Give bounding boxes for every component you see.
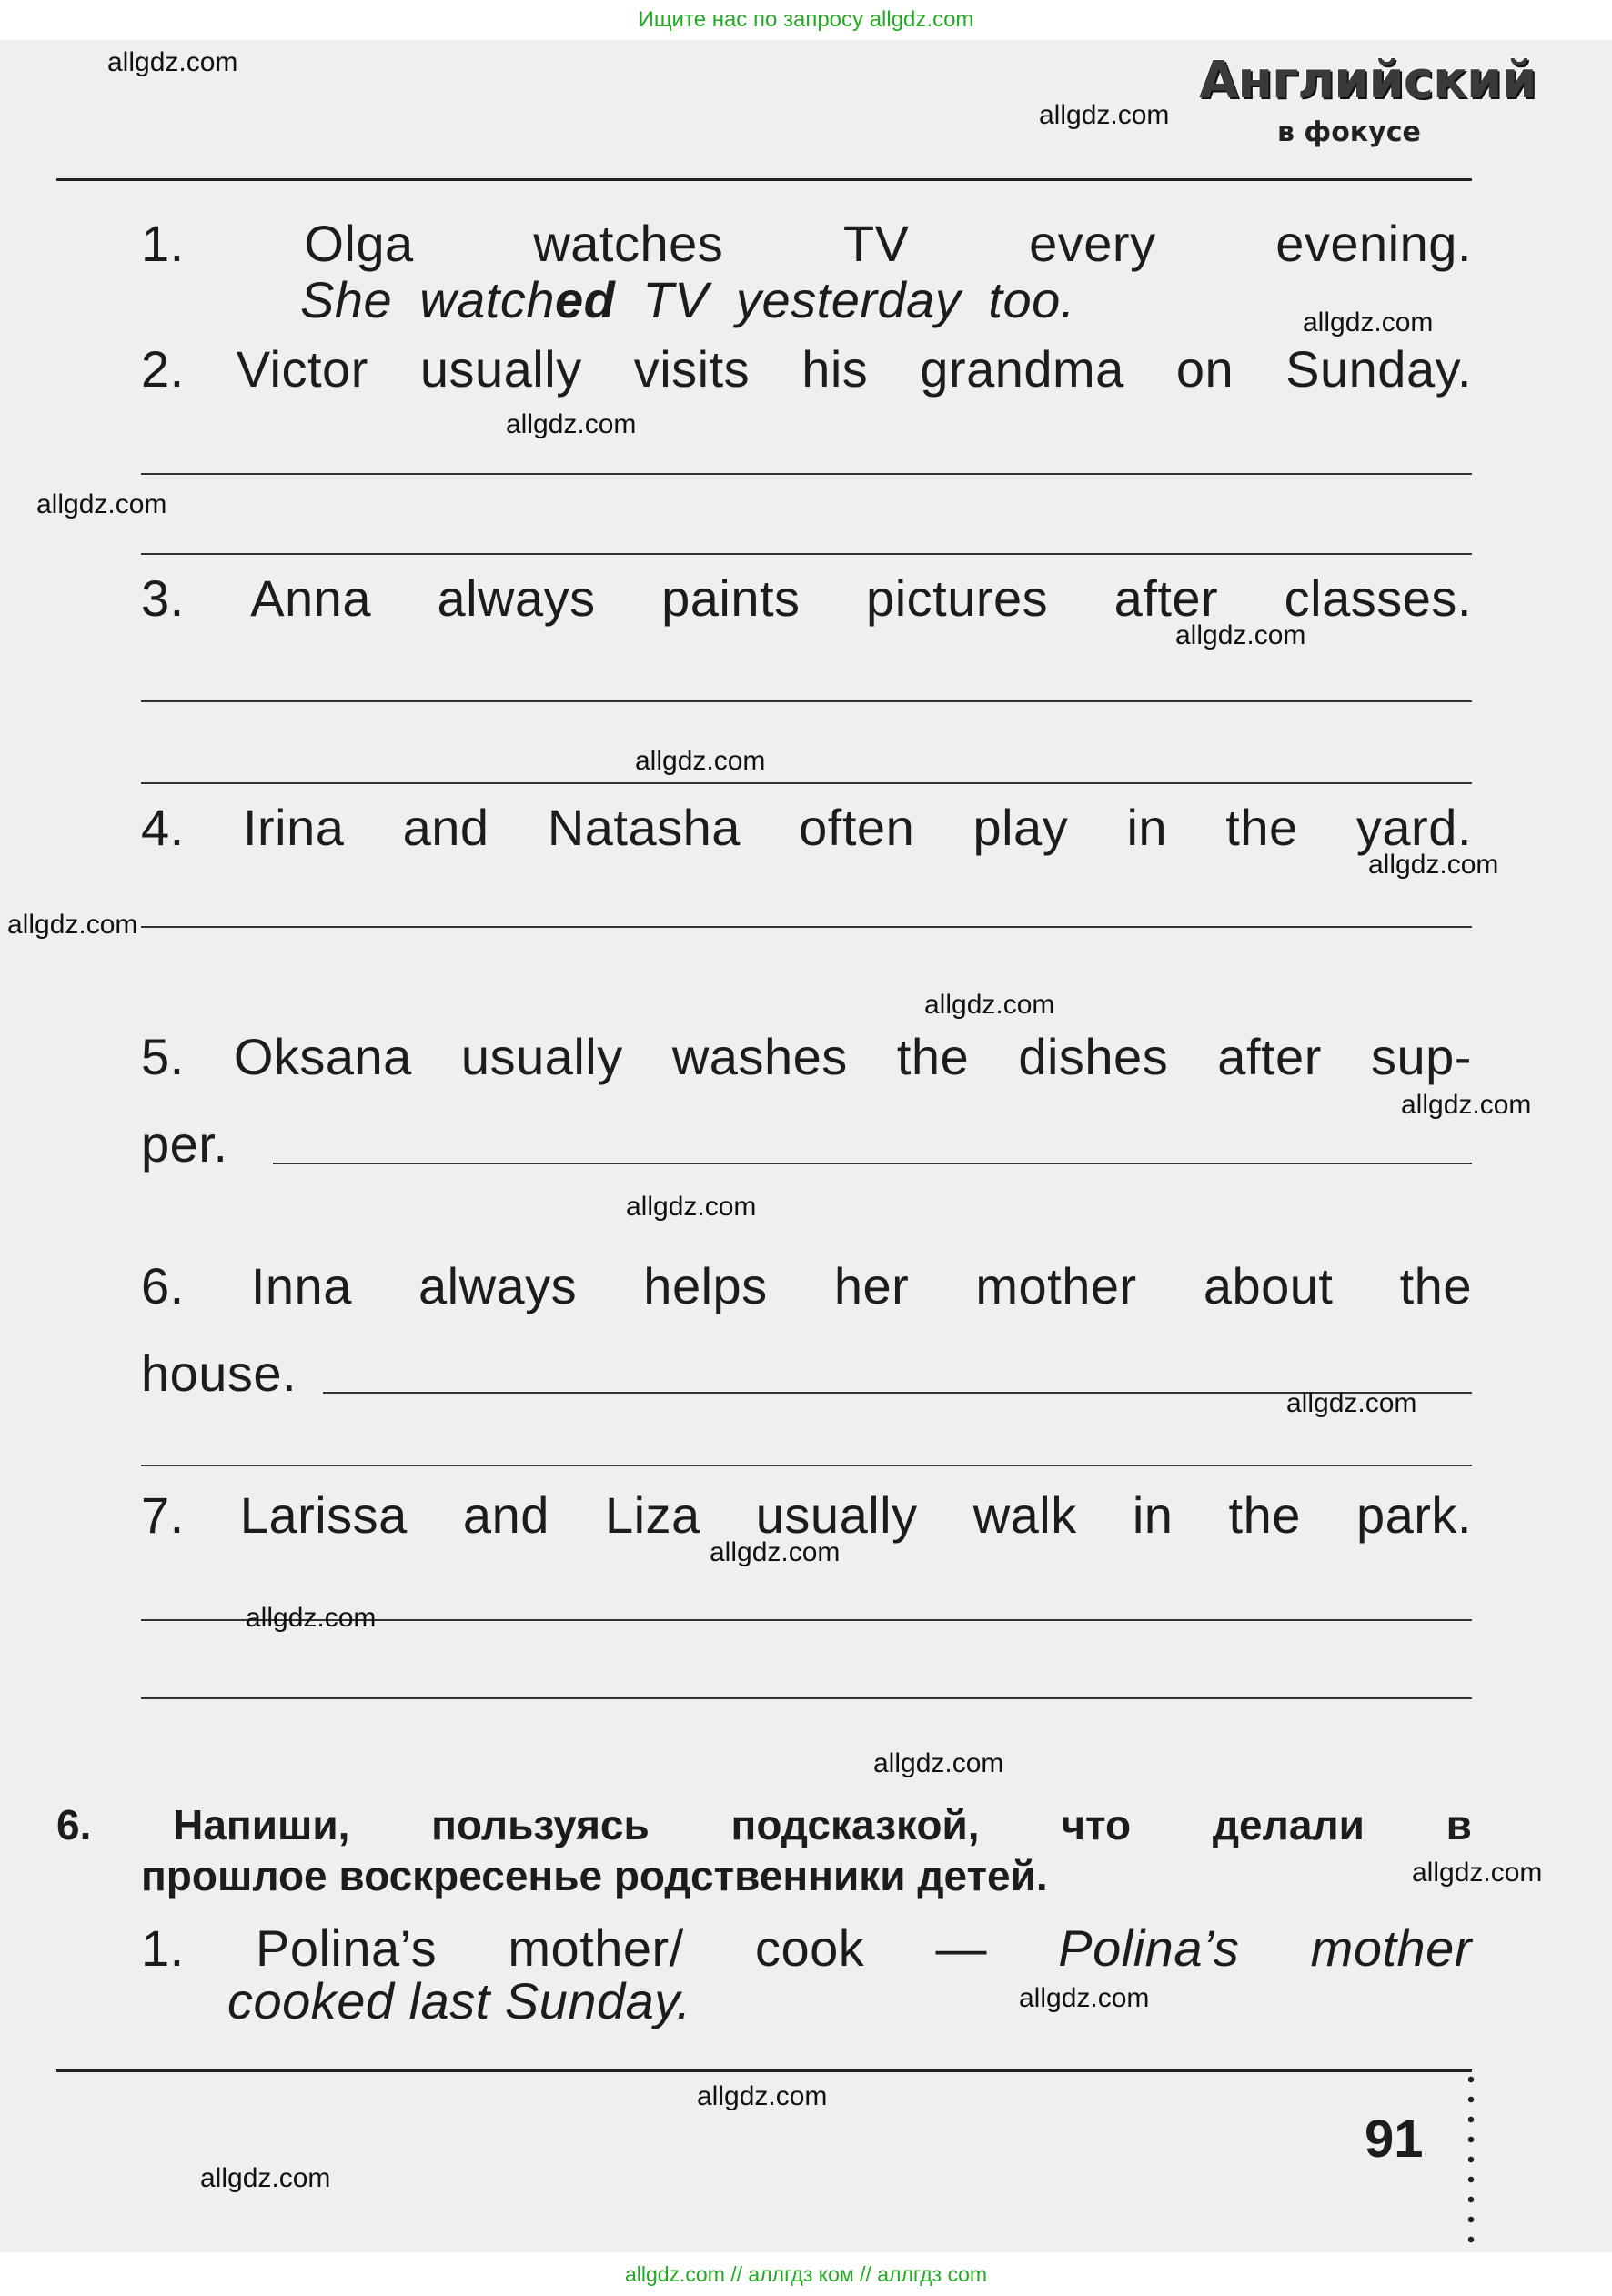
- item-word: watches: [533, 215, 724, 272]
- watermark: allgdz.com: [626, 1192, 757, 1222]
- watermark: allgdz.com: [873, 1748, 1004, 1778]
- item-word: grandma: [920, 340, 1124, 398]
- task-6-heading-line1: [56, 1799, 1472, 1850]
- item-continuation: house.: [141, 1344, 297, 1402]
- item-word: every: [1029, 215, 1156, 272]
- task-6-heading-word: Напиши,: [173, 1801, 350, 1848]
- watermark: allgdz.com: [1303, 307, 1434, 337]
- header-rule: [56, 178, 1472, 181]
- logo-title: Английский: [1199, 51, 1536, 110]
- item-word: TV: [842, 215, 910, 272]
- item-word: Inna: [250, 1257, 352, 1314]
- item-word: after: [1217, 1028, 1322, 1085]
- bottom-banner[interactable]: allgdz.com // аллгдз ком // аллгдз com: [0, 2252, 1612, 2296]
- item-word: classes.: [1284, 569, 1472, 627]
- example-ending: ed: [555, 271, 616, 328]
- textbook-logo: [1199, 51, 1536, 151]
- item-word: on: [1175, 340, 1234, 398]
- item-word: after: [1113, 569, 1219, 627]
- task-6-heading-word: что: [1061, 1801, 1132, 1848]
- item-word: yard.: [1355, 799, 1472, 856]
- logo-subtitle: в фокусе: [1277, 116, 1421, 148]
- item-word: Oksana: [233, 1028, 412, 1085]
- item-number: 4.: [141, 799, 185, 856]
- item-word: in: [1126, 799, 1168, 856]
- item-word: Natasha: [547, 799, 741, 856]
- prompt-word: Polina’s: [255, 1919, 438, 1977]
- example-text: She watch: [300, 271, 555, 328]
- watermark: allgdz.com: [1412, 1858, 1543, 1888]
- task-6-item-1: [141, 1919, 1472, 1978]
- item-word: Anna: [250, 569, 371, 627]
- item-word: visits: [633, 340, 751, 398]
- item-word: always: [437, 569, 596, 627]
- task-6-heading-word: в: [1446, 1801, 1472, 1848]
- example-answer: [300, 271, 1075, 329]
- item-word: usually: [460, 1028, 623, 1085]
- answer-line[interactable]: [141, 926, 1472, 928]
- answer-line[interactable]: [141, 553, 1472, 555]
- item-word: mother: [975, 1257, 1137, 1314]
- watermark: allgdz.com: [924, 990, 1055, 1020]
- answer-line[interactable]: [141, 1465, 1472, 1466]
- exercise-item-7: [141, 1486, 1472, 1545]
- item-number: 2.: [141, 340, 185, 398]
- exercise-item-1: [141, 215, 1472, 273]
- item-word: and: [462, 1486, 549, 1544]
- item-word: the: [1399, 1257, 1472, 1314]
- item-number: 1.: [141, 215, 185, 272]
- watermark: allgdz.com: [697, 2081, 828, 2111]
- prompt-word: —: [935, 1919, 988, 1977]
- item-word: Sunday.: [1285, 340, 1472, 398]
- item-word: play: [972, 799, 1069, 856]
- watermark: allgdz.com: [246, 1603, 377, 1633]
- watermark: allgdz.com: [1368, 850, 1499, 880]
- prompt-word: mother/: [508, 1919, 684, 1977]
- item-word: evening.: [1275, 215, 1472, 272]
- item-number: 1.: [141, 1919, 185, 1977]
- example-text: TV yesterday too.: [615, 271, 1075, 328]
- exercise-item-6: [141, 1257, 1472, 1315]
- item-word: dishes: [1018, 1028, 1169, 1085]
- watermark: allgdz.com: [1175, 620, 1306, 650]
- item-word: the: [896, 1028, 970, 1085]
- item-word: usually: [755, 1486, 918, 1544]
- task-6-heading-text: прошлое воскресенье родственники детей.: [141, 1852, 1048, 1899]
- watermark: allgdz.com: [1039, 100, 1170, 130]
- watermark: allgdz.com: [107, 47, 238, 77]
- prompt-word: cook: [754, 1919, 865, 1977]
- item-word: Irina: [242, 799, 345, 856]
- task-6-item-1-answer: cooked last Sunday.: [227, 1972, 691, 2029]
- item-word: about: [1203, 1257, 1334, 1314]
- task-6-heading-word: делали: [1212, 1801, 1365, 1848]
- exercise-item-2: [141, 340, 1472, 398]
- exercise-item-4: [141, 799, 1472, 857]
- item-word: his: [801, 340, 869, 398]
- watermark: allgdz.com: [635, 746, 766, 776]
- item-word: Larissa: [239, 1486, 408, 1544]
- watermark: allgdz.com: [7, 910, 138, 940]
- answer-line[interactable]: [141, 473, 1472, 475]
- page-number: 91: [1365, 2110, 1424, 2169]
- item-word: usually: [419, 340, 582, 398]
- item-word: helps: [643, 1257, 768, 1314]
- item-word: park.: [1355, 1486, 1472, 1544]
- exercise-item-3: [141, 569, 1472, 628]
- watermark: allgdz.com: [1286, 1388, 1417, 1418]
- answer-line[interactable]: [141, 700, 1472, 702]
- item-number: 7.: [141, 1486, 185, 1544]
- item-word: Liza: [604, 1486, 700, 1544]
- item-number: 6.: [141, 1257, 185, 1314]
- item-word: Olga: [304, 215, 414, 272]
- top-banner[interactable]: Ищите нас по запросу allgdz.com: [0, 0, 1612, 40]
- item-word: pictures: [866, 569, 1049, 627]
- task-6-number: 6.: [56, 1801, 92, 1848]
- item-word: her: [833, 1257, 910, 1314]
- item-word: sup-: [1370, 1028, 1472, 1085]
- item-number: 3.: [141, 569, 185, 627]
- answer-line[interactable]: [141, 782, 1472, 784]
- item-word: and: [402, 799, 489, 856]
- answer-word: Polina’s: [1058, 1919, 1240, 1977]
- item-word: often: [799, 799, 915, 856]
- task-6-heading-line2: [141, 1850, 1287, 1901]
- watermark: allgdz.com: [36, 489, 167, 519]
- watermark: allgdz.com: [200, 2163, 331, 2193]
- item-word: the: [1225, 799, 1298, 856]
- watermark: allgdz.com: [1019, 1983, 1150, 2013]
- footer-rule: [56, 2069, 1472, 2072]
- item-word: washes: [671, 1028, 848, 1085]
- watermark: allgdz.com: [710, 1537, 841, 1567]
- item-continuation: per.: [141, 1115, 228, 1173]
- item-word: Victor: [236, 340, 368, 398]
- task-6-heading-word: подсказкой,: [730, 1801, 980, 1848]
- item-word: the: [1228, 1486, 1301, 1544]
- answer-word: mother: [1310, 1919, 1472, 1977]
- exercise-item-5: [141, 1028, 1472, 1086]
- answer-line[interactable]: [141, 1697, 1472, 1699]
- item-number: 5.: [141, 1028, 185, 1085]
- edge-dots: [1466, 2069, 1476, 2251]
- item-word: always: [418, 1257, 578, 1314]
- item-word: walk: [972, 1486, 1077, 1544]
- watermark: allgdz.com: [506, 409, 637, 439]
- item-word: in: [1132, 1486, 1174, 1544]
- item-word: paints: [661, 569, 801, 627]
- task-6-heading-word: пользуясь: [431, 1801, 650, 1848]
- watermark: allgdz.com: [1401, 1090, 1532, 1120]
- answer-line[interactable]: [273, 1163, 1472, 1164]
